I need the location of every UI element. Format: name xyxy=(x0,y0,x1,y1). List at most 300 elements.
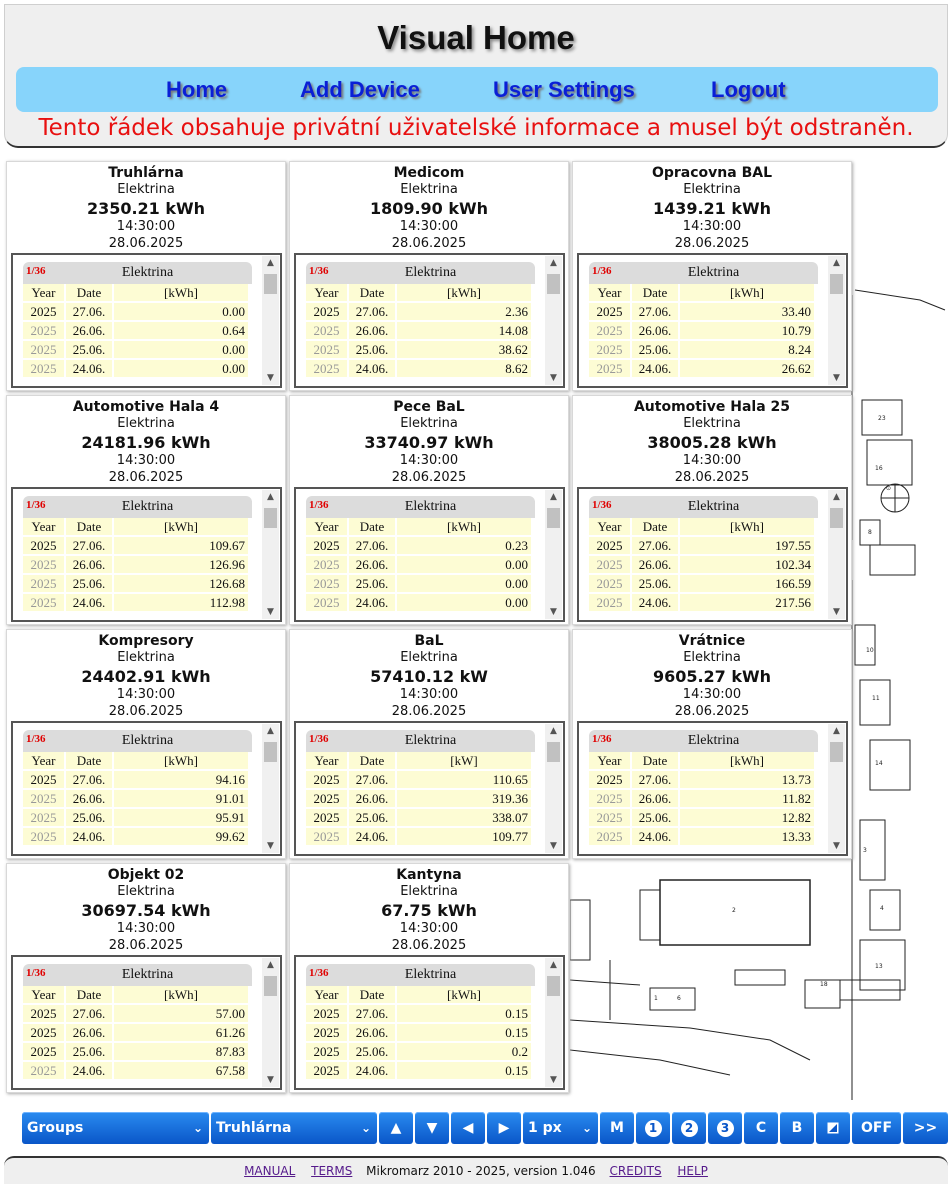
device-name: Kompresory xyxy=(98,633,194,649)
device-date: 28.06.2025 xyxy=(108,470,184,485)
cell-year: 2025 xyxy=(306,556,347,573)
cell-date: 27.06. xyxy=(349,537,395,554)
history-table xyxy=(587,750,816,847)
cell-date: 24.06. xyxy=(66,828,112,845)
col-value: [kWh] xyxy=(114,284,248,301)
cell-date: 24.06. xyxy=(66,594,112,611)
table-row xyxy=(23,790,248,807)
page-indicator: 1/36 xyxy=(26,265,46,277)
cell-value: 0.15 xyxy=(397,1024,531,1041)
cell-date: 24.06. xyxy=(632,594,678,611)
device-name: BaL xyxy=(414,633,444,649)
scroll-down-arrow-icon[interactable]: ▼ xyxy=(833,841,840,851)
cell-date: 26.06. xyxy=(66,556,112,573)
cell-year: 2025 xyxy=(23,790,64,807)
cell-value: 166.59 xyxy=(680,575,814,592)
col-date: Date xyxy=(349,752,395,769)
nav-add-device[interactable]: Add Device xyxy=(300,77,420,102)
scroll-down-arrow-icon[interactable]: ▼ xyxy=(550,1075,557,1085)
history-table-box[interactable] xyxy=(294,487,565,622)
cell-year: 2025 xyxy=(589,360,630,377)
move-up-button[interactable]: ▲ xyxy=(379,1112,413,1144)
scrollbar-thumb[interactable] xyxy=(547,274,560,294)
cell-date: 27.06. xyxy=(632,771,678,788)
table-row xyxy=(23,809,248,826)
cell-value: 217.56 xyxy=(680,594,814,611)
table-row xyxy=(23,341,248,358)
cell-year: 2025 xyxy=(306,1062,347,1079)
col-year: Year xyxy=(23,986,64,1003)
device-card[interactable] xyxy=(289,161,569,391)
scrollbar-thumb[interactable] xyxy=(264,742,277,762)
cell-value: 0.00 xyxy=(397,556,531,573)
cell-value: 197.55 xyxy=(680,537,814,554)
cell-year: 2025 xyxy=(23,575,64,592)
scroll-down-arrow-icon[interactable]: ▼ xyxy=(550,373,557,383)
cell-value: 0.15 xyxy=(397,1005,531,1022)
history-table xyxy=(304,984,533,1081)
device-time: 14:30:00 xyxy=(682,219,742,234)
scroll-down-arrow-icon[interactable]: ▼ xyxy=(833,373,840,383)
device-date: 28.06.2025 xyxy=(391,470,467,485)
table-row xyxy=(23,1005,248,1022)
c-button[interactable]: C xyxy=(744,1112,778,1144)
col-date: Date xyxy=(66,986,112,1003)
col-value: [kWh] xyxy=(680,284,814,301)
table-scrollbar[interactable] xyxy=(828,490,845,619)
scroll-down-arrow-icon[interactable]: ▼ xyxy=(267,607,274,617)
cell-date: 24.06. xyxy=(349,828,395,845)
bottom-toolbar xyxy=(22,1112,948,1144)
move-left-button[interactable]: ◀ xyxy=(451,1112,485,1144)
history-table-box[interactable] xyxy=(294,253,565,388)
table-row xyxy=(23,1062,248,1079)
cell-value: 12.82 xyxy=(680,809,814,826)
device-type: Elektrina xyxy=(117,650,175,665)
col-date: Date xyxy=(632,284,678,301)
device-card[interactable] xyxy=(572,161,852,391)
table-scrollbar[interactable] xyxy=(545,256,562,385)
cell-date: 27.06. xyxy=(632,537,678,554)
scroll-up-arrow-icon[interactable]: ▲ xyxy=(267,492,274,502)
table-row xyxy=(306,790,531,807)
device-card[interactable] xyxy=(289,629,569,859)
cell-date: 25.06. xyxy=(66,575,112,592)
scrollbar-thumb[interactable] xyxy=(264,274,277,294)
cell-value: 91.01 xyxy=(114,790,248,807)
device-date: 28.06.2025 xyxy=(391,704,467,719)
cell-year: 2025 xyxy=(23,322,64,339)
table-row xyxy=(306,594,531,611)
history-table-box[interactable] xyxy=(577,487,848,622)
cell-date: 25.06. xyxy=(66,341,112,358)
scroll-down-arrow-icon[interactable]: ▼ xyxy=(833,607,840,617)
cell-value: 110.65 xyxy=(397,771,531,788)
table-row xyxy=(589,303,814,320)
scroll-up-arrow-icon[interactable]: ▲ xyxy=(833,492,840,502)
cell-value: 0.00 xyxy=(114,360,248,377)
cell-year: 2025 xyxy=(306,303,347,320)
cell-date: 25.06. xyxy=(632,341,678,358)
device-name: Vrátnice xyxy=(678,633,746,649)
svg-text:4: 4 xyxy=(880,905,884,912)
device-value: 2350.21 kWh xyxy=(86,199,206,218)
device-type: Elektrina xyxy=(400,182,458,197)
history-table xyxy=(21,984,250,1081)
history-table xyxy=(304,282,533,379)
cell-date: 26.06. xyxy=(632,790,678,807)
cell-date: 24.06. xyxy=(66,360,112,377)
device-value: 1809.90 kWh xyxy=(369,199,489,218)
cell-value: 126.96 xyxy=(114,556,248,573)
col-value: [kWh] xyxy=(397,284,531,301)
footer-copyright: Mikromarz 2010 - 2025, version 1.046 xyxy=(366,1164,596,1178)
svg-text:23: 23 xyxy=(878,415,886,422)
scroll-up-arrow-icon[interactable]: ▲ xyxy=(833,258,840,268)
device-name: Truhlárna xyxy=(108,165,184,181)
table-scrollbar[interactable] xyxy=(262,724,279,853)
cell-year: 2025 xyxy=(306,1024,347,1041)
col-date: Date xyxy=(349,284,395,301)
device-time: 14:30:00 xyxy=(116,687,176,702)
groups-select[interactable] xyxy=(22,1112,209,1144)
device-value: 24181.96 kWh xyxy=(81,433,211,452)
cell-date: 26.06. xyxy=(66,1024,112,1041)
table-row xyxy=(589,360,814,377)
table-row xyxy=(23,1024,248,1041)
scroll-down-arrow-icon[interactable]: ▼ xyxy=(550,607,557,617)
device-time: 14:30:00 xyxy=(399,219,459,234)
view-3-label: 3 xyxy=(717,1120,734,1137)
col-date: Date xyxy=(66,284,112,301)
device-card[interactable] xyxy=(289,395,569,625)
device-time: 14:30:00 xyxy=(116,219,176,234)
cell-year: 2025 xyxy=(23,1005,64,1022)
svg-text:8: 8 xyxy=(868,529,872,536)
table-scrollbar[interactable] xyxy=(262,490,279,619)
cell-year: 2025 xyxy=(23,594,64,611)
history-table-title: Elektrina xyxy=(404,967,457,982)
device-name: Opracovna BAL xyxy=(651,165,773,181)
history-table xyxy=(304,750,533,847)
cell-date: 26.06. xyxy=(349,790,395,807)
history-table-box[interactable] xyxy=(294,955,565,1090)
history-table xyxy=(21,750,250,847)
view-1-button[interactable] xyxy=(636,1112,670,1144)
cell-year: 2025 xyxy=(23,556,64,573)
off-button[interactable]: OFF xyxy=(852,1112,901,1144)
scrollbar-thumb[interactable] xyxy=(547,742,560,762)
device-card[interactable] xyxy=(572,629,852,859)
cell-value: 0.64 xyxy=(114,322,248,339)
device-card[interactable] xyxy=(6,395,286,625)
cell-year: 2025 xyxy=(23,828,64,845)
footer-link-terms[interactable]: TERMS xyxy=(311,1164,353,1178)
device-time: 14:30:00 xyxy=(682,453,742,468)
cell-year: 2025 xyxy=(306,322,347,339)
history-table-box[interactable] xyxy=(11,955,282,1090)
col-year: Year xyxy=(306,752,347,769)
cell-date: 24.06. xyxy=(349,594,395,611)
cell-year: 2025 xyxy=(306,1043,347,1060)
col-date: Date xyxy=(66,752,112,769)
view-2-button[interactable] xyxy=(672,1112,706,1144)
scroll-up-arrow-icon[interactable]: ▲ xyxy=(550,492,557,502)
history-table-box[interactable] xyxy=(577,253,848,388)
cell-year: 2025 xyxy=(306,790,347,807)
table-scrollbar[interactable] xyxy=(262,256,279,385)
device-card[interactable] xyxy=(6,629,286,859)
cell-value: 0.23 xyxy=(397,537,531,554)
cell-date: 27.06. xyxy=(349,1005,395,1022)
chevron-down-icon: ⌄ xyxy=(360,1121,371,1135)
view-1-label: 1 xyxy=(645,1120,662,1137)
scroll-up-arrow-icon[interactable]: ▲ xyxy=(267,726,274,736)
svg-text:3: 3 xyxy=(863,847,867,854)
device-name: Automotive Hala 4 xyxy=(72,399,220,415)
device-date: 28.06.2025 xyxy=(674,236,750,251)
footer xyxy=(4,1156,948,1184)
table-row xyxy=(306,771,531,788)
cell-date: 25.06. xyxy=(349,575,395,592)
table-row xyxy=(589,771,814,788)
nav-home[interactable]: Home xyxy=(166,77,228,102)
cell-date: 26.06. xyxy=(349,322,395,339)
cell-year: 2025 xyxy=(306,771,347,788)
cell-value: 57.00 xyxy=(114,1005,248,1022)
table-row xyxy=(23,360,248,377)
cell-year: 2025 xyxy=(306,828,347,845)
table-row xyxy=(589,790,814,807)
col-year: Year xyxy=(23,518,64,535)
cell-value: 8.24 xyxy=(680,341,814,358)
table-row xyxy=(23,575,248,592)
table-scrollbar[interactable] xyxy=(545,490,562,619)
cell-value: 38.62 xyxy=(397,341,531,358)
table-scrollbar[interactable] xyxy=(262,958,279,1087)
page-indicator: 1/36 xyxy=(26,733,46,745)
table-scrollbar[interactable] xyxy=(545,958,562,1087)
cell-date: 24.06. xyxy=(349,1062,395,1079)
history-table-box[interactable] xyxy=(11,721,282,856)
cell-year: 2025 xyxy=(306,575,347,592)
cell-date: 26.06. xyxy=(349,556,395,573)
device-name: Kantyna xyxy=(396,867,462,883)
cell-date: 26.06. xyxy=(66,790,112,807)
scrollbar-thumb[interactable] xyxy=(264,508,277,528)
cell-year: 2025 xyxy=(589,556,630,573)
device-time: 14:30:00 xyxy=(399,921,459,936)
navbar xyxy=(16,67,938,112)
cell-value: 10.79 xyxy=(680,322,814,339)
cell-year: 2025 xyxy=(589,322,630,339)
scroll-down-arrow-icon[interactable]: ▼ xyxy=(550,841,557,851)
table-row xyxy=(306,1005,531,1022)
table-row xyxy=(23,322,248,339)
scroll-down-arrow-icon[interactable]: ▼ xyxy=(267,373,274,383)
step-select-label: 1 px xyxy=(528,1120,562,1136)
col-date: Date xyxy=(66,518,112,535)
history-table-box[interactable] xyxy=(11,487,282,622)
cell-value: 94.16 xyxy=(114,771,248,788)
cell-value: 87.83 xyxy=(114,1043,248,1060)
cell-date: 24.06. xyxy=(66,1062,112,1079)
history-table-title: Elektrina xyxy=(687,265,740,280)
cell-date: 27.06. xyxy=(66,303,112,320)
scroll-up-arrow-icon[interactable]: ▲ xyxy=(267,960,274,970)
m-button[interactable]: M xyxy=(600,1112,634,1144)
history-table-header xyxy=(589,496,818,518)
step-select[interactable] xyxy=(523,1112,598,1144)
svg-text:⊙: ⊙ xyxy=(886,485,892,492)
device-card[interactable] xyxy=(6,161,286,391)
scroll-up-arrow-icon[interactable]: ▲ xyxy=(833,726,840,736)
nav-user-settings[interactable]: User Settings xyxy=(493,77,635,102)
history-table-header xyxy=(23,964,252,986)
device-type: Elektrina xyxy=(400,650,458,665)
scrollbar-thumb[interactable] xyxy=(830,508,843,528)
device-type: Elektrina xyxy=(683,416,741,431)
scrollbar-thumb[interactable] xyxy=(264,976,277,996)
scroll-up-arrow-icon[interactable]: ▲ xyxy=(550,258,557,268)
history-table xyxy=(21,516,250,613)
col-year: Year xyxy=(589,284,630,301)
cell-value: 0.00 xyxy=(397,575,531,592)
cell-value: 99.62 xyxy=(114,828,248,845)
device-date: 28.06.2025 xyxy=(108,236,184,251)
cell-date: 24.06. xyxy=(349,360,395,377)
cell-date: 25.06. xyxy=(632,809,678,826)
history-table-title: Elektrina xyxy=(121,265,174,280)
scroll-up-arrow-icon[interactable]: ▲ xyxy=(267,258,274,268)
view-3-button[interactable] xyxy=(708,1112,742,1144)
device-time: 14:30:00 xyxy=(682,687,742,702)
col-value: [kWh] xyxy=(114,518,248,535)
svg-text:18: 18 xyxy=(820,981,828,988)
history-table-header xyxy=(589,730,818,752)
footer-link-manual[interactable]: MANUAL xyxy=(244,1164,296,1178)
nav-logout[interactable]: Logout xyxy=(711,77,786,102)
header xyxy=(4,4,948,148)
device-card[interactable] xyxy=(289,863,569,1093)
cell-value: 61.26 xyxy=(114,1024,248,1041)
table-row xyxy=(306,1062,531,1079)
device-value: 67.75 kWh xyxy=(381,901,477,920)
page-indicator: 1/36 xyxy=(26,499,46,511)
svg-text:6: 6 xyxy=(677,995,681,1002)
device-select[interactable] xyxy=(211,1112,377,1144)
cell-date: 27.06. xyxy=(66,1005,112,1022)
scroll-up-arrow-icon[interactable]: ▲ xyxy=(550,960,557,970)
table-row xyxy=(589,575,814,592)
cell-date: 26.06. xyxy=(349,1024,395,1041)
device-value: 9605.27 kWh xyxy=(652,667,772,686)
cell-date: 27.06. xyxy=(349,771,395,788)
history-table-box[interactable] xyxy=(577,721,848,856)
table-scrollbar[interactable] xyxy=(828,256,845,385)
table-row xyxy=(589,322,814,339)
table-row xyxy=(23,303,248,320)
cell-year: 2025 xyxy=(23,303,64,320)
col-year: Year xyxy=(306,284,347,301)
device-value: 33740.97 kWh xyxy=(364,433,494,452)
scroll-down-arrow-icon[interactable]: ▼ xyxy=(267,841,274,851)
svg-text:16: 16 xyxy=(875,465,883,472)
scrollbar-thumb[interactable] xyxy=(547,976,560,996)
cell-value: 2.36 xyxy=(397,303,531,320)
device-date: 28.06.2025 xyxy=(674,704,750,719)
history-table-header xyxy=(306,496,535,518)
history-table-box[interactable] xyxy=(11,253,282,388)
cell-value: 11.82 xyxy=(680,790,814,807)
device-name: Medicom xyxy=(393,165,465,181)
table-scrollbar[interactable] xyxy=(545,724,562,853)
b-button[interactable]: B xyxy=(780,1112,814,1144)
history-table-header xyxy=(306,964,535,986)
cell-date: 27.06. xyxy=(632,303,678,320)
move-right-button[interactable]: ▶ xyxy=(487,1112,521,1144)
page-indicator: 1/36 xyxy=(309,499,329,511)
chevron-down-icon: ⌄ xyxy=(581,1121,592,1135)
cell-year: 2025 xyxy=(23,1043,64,1060)
move-down-button[interactable]: ▼ xyxy=(415,1112,449,1144)
history-table-title: Elektrina xyxy=(404,733,457,748)
app-title: Visual Home xyxy=(377,19,575,56)
footer-link-credits[interactable]: CREDITS xyxy=(609,1164,662,1178)
history-table-header xyxy=(589,262,818,284)
table-scrollbar[interactable] xyxy=(828,724,845,853)
svg-text:2: 2 xyxy=(732,907,736,914)
cell-year: 2025 xyxy=(589,809,630,826)
page-indicator: 1/36 xyxy=(26,967,46,979)
svg-text:10: 10 xyxy=(866,647,874,654)
scrollbar-thumb[interactable] xyxy=(830,742,843,762)
svg-text:1: 1 xyxy=(654,995,658,1002)
cell-value: 126.68 xyxy=(114,575,248,592)
table-row xyxy=(23,537,248,554)
cell-year: 2025 xyxy=(306,1005,347,1022)
history-table-title: Elektrina xyxy=(121,499,174,514)
scroll-down-arrow-icon[interactable]: ▼ xyxy=(267,1075,274,1085)
scroll-up-arrow-icon[interactable]: ▲ xyxy=(550,726,557,736)
table-row xyxy=(589,341,814,358)
cell-value: 319.36 xyxy=(397,790,531,807)
device-value: 24402.91 kWh xyxy=(81,667,211,686)
history-table-header xyxy=(23,262,252,284)
cell-year: 2025 xyxy=(306,341,347,358)
next-button[interactable]: >> xyxy=(903,1112,948,1144)
cell-date: 27.06. xyxy=(349,303,395,320)
cell-value: 26.62 xyxy=(680,360,814,377)
cell-value: 0.00 xyxy=(114,303,248,320)
device-card[interactable] xyxy=(6,863,286,1093)
footer-link-help[interactable]: HELP xyxy=(677,1164,708,1178)
table-row xyxy=(306,828,531,845)
history-table-box[interactable] xyxy=(294,721,565,856)
history-table-header xyxy=(306,730,535,752)
cell-value: 95.91 xyxy=(114,809,248,826)
scrollbar-thumb[interactable] xyxy=(547,508,560,528)
resize-icon xyxy=(827,1122,839,1134)
device-card[interactable] xyxy=(572,395,852,625)
scrollbar-thumb[interactable] xyxy=(830,274,843,294)
cell-value: 338.07 xyxy=(397,809,531,826)
device-value: 1439.21 kWh xyxy=(652,199,772,218)
cell-date: 25.06. xyxy=(349,341,395,358)
col-value: [kWh] xyxy=(680,752,814,769)
cell-date: 25.06. xyxy=(66,1043,112,1060)
resize-button[interactable] xyxy=(816,1112,850,1144)
